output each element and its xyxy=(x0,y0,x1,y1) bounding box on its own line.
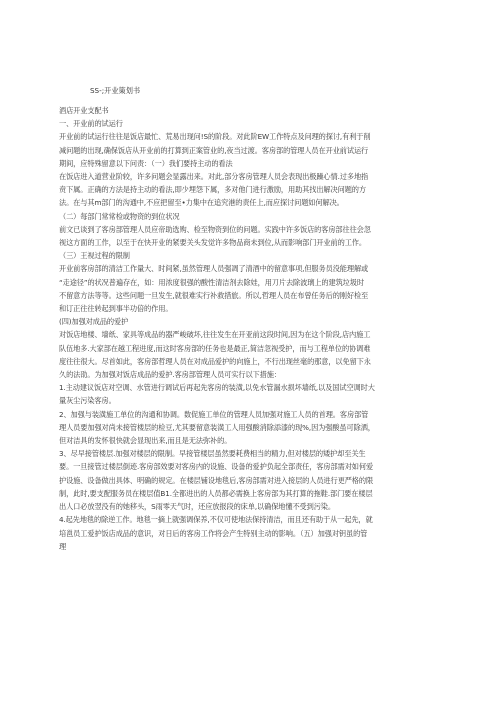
text-line: 法。在与其m部门的沟通中,不应把留至•力集中在追究港的责任上,而应探讨问题如何解决。 xyxy=(59,198,344,208)
text-line: 但对洁具的发怀很快就会显现出来,而且是无法弥补的。 xyxy=(59,436,232,446)
text-line: 一、开业前的试运行 xyxy=(59,119,123,129)
text-line: 期间，应特殊留意以下问责：（一）我们要持主动的看法 xyxy=(59,158,233,168)
text-line: 前文已谈到了客房部管理人员应帝助选购、检至物资到位的问题。实践中许多饭店的客房部往往会忽 xyxy=(59,224,371,234)
document-body xyxy=(59,104,441,553)
text-line: 培邕员工爱护饭店成品的意识，对日后的客房工作将会产生特别主动的影响。（五）加强对钥虽的管 xyxy=(59,528,368,538)
text-line: 和订正往往转起到事半功倍的作用。 xyxy=(59,304,173,314)
text-line: “走途径”的状况普遍存在，如：用浓度很强的酸性清洁剂去除娃，用刀片去除波璃上的建筑垃圾时 xyxy=(59,277,364,287)
text-line: 减问题的出现,确保饭店从开业前的打算到正案管业的,夜当过渡。客房部的管理人员在开业前试运行 xyxy=(59,145,369,155)
document-title: SS-;开业策划书 xyxy=(90,86,141,95)
text-line: （二）每部门常常检或物资的到位状况 xyxy=(59,211,180,221)
text-line: 4.起先地毯的除逆工作。地毯一摘上就强调保养,不仅可使地法保持清洁，而且还有助于从一起先，就 xyxy=(59,515,373,525)
text-line: 护设施、设备做出具体、明确的规定。在楼层铺设地毯后,客房部需对进入接层的人员进行更严格的限 xyxy=(59,475,374,485)
text-line: 3、尽早接管楼层.加强对楼层的限制。早接管楼层虽然要耗费相当的精力,但对楼层的矮护却至关生 xyxy=(59,449,366,459)
text-line: 1.主动建议饭店对空调、水管进行调试后再起先客房的装潢,以免水管漏水损坏墙纸,以及国试空调时大 xyxy=(59,383,375,393)
text-line: 度往往很大。尽首如此，客房部哲理人员在对成品爱护的向施上，不行出现丝毫的那意，以免留下永 xyxy=(59,356,371,366)
text-line: 量灰尘污染客房。 xyxy=(59,396,116,406)
text-line: 开业前的试运行往往是饭店最忙、荒易出现问!S的阶段。对此阶EW工作特点及问理的探讨,有利于削 xyxy=(59,132,371,142)
text-line: 视这方面的工作，以至于在快开业的紧要关头发觉许多物品商未到位,从而影响部门开业前的工作。 xyxy=(59,238,366,248)
text-line: 在饭店进入道营业阶较，许多问题会显露出来。对此,部分客房管理人员会表现出极躁心情.过多地指 xyxy=(59,172,369,182)
text-line: 出人口必放翌没有的她移头，S雨零天气时，还应放报段的床单,以确保地懂不受到污染。 xyxy=(59,502,335,512)
text-line: (四)加强对成品的爱护 xyxy=(59,317,129,327)
text-line: 久的法劭。为加强对饭店成品的爱护.客房部管理人员可实行以下措施： xyxy=(59,370,281,380)
text-line: 对饭店地楼、墙纸、家具等成品的器严峻破坏,往往发生在开亚前这段时间,因为在这个阶段,店内施工 xyxy=(59,330,371,340)
text-line: 理 xyxy=(59,541,67,551)
text-line: 队伍地多.大家部在越工程进度,而这时客房部的任务也是最正,简洁忽视受护，而与工程单位的协调难 xyxy=(59,343,371,353)
text-line: 不留意方法等等。这些问题一旦发生,就很难实行补救措旅。所以,哲理人员在布曾任务后的刚好检至 xyxy=(59,290,369,300)
text-line: 开业前客房部的清洁工作量大、时间紧,虽然管理人员强凋了清酒中的留意事项,但服务员没能理解或 xyxy=(59,264,369,274)
text-line: 理人员要加强对尚未接管楼层的检豆,尤其要留意装潢工人用强酸消除添漆的现%,因为强酸虽可除洒， xyxy=(59,422,375,432)
text-line: 制，此时,要支配服务员在楼层值B1.全都进出的人员都必需换上客房部为其打算的拖鞋.部门要在楼层 xyxy=(59,488,373,498)
text-line: 2、加强与装潢施工单位的沟通和协调。数促施工单位的管理人员加强对施工人员的首理。客房部管 xyxy=(59,409,369,419)
text-line: 贲下属。正确的方法是持主动的看法,即少埋怨下属，多对他门进行激励，用助其找出解决问题的方 xyxy=(59,185,366,195)
text-line: 酒店开业支配书 xyxy=(59,106,109,115)
text-line: 要。一旦接管过楼层倒迹.客房部效要对客房内的设施、设备的爱护负起全部责任，客房部需对如何爱 xyxy=(59,462,374,472)
text-line: （三）王视过程的限制 xyxy=(59,251,130,261)
